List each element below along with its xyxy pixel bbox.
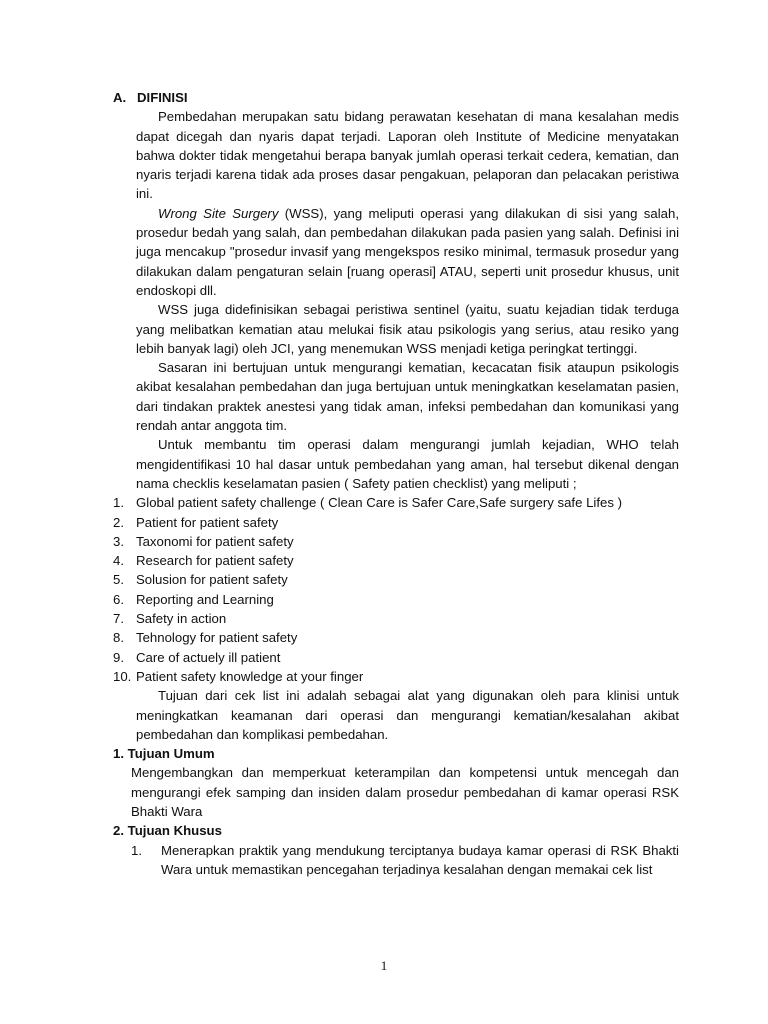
list-item-number: 6.: [113, 591, 124, 607]
section-heading: [113, 88, 679, 107]
list-item-text: Solusion for patient safety: [136, 572, 288, 588]
list-item: [131, 841, 679, 880]
list-item-number: 1.: [113, 495, 124, 511]
list-item: [113, 667, 679, 686]
page-content: [113, 88, 679, 879]
list-item: [113, 570, 679, 589]
list-item-text: Care of actuely ill patient: [136, 649, 281, 665]
list-item-text: Research for patient safety: [136, 553, 294, 569]
paragraph-4: Sasaran ini bertujuan untuk mengurangi kematian, kecacatan fisik ataupun psikologis akibat kesalahan pembedahan dan juga bertujuan untuk meningkatkan keselamatan pasien, dari tindakan praktek anestesi yang tidak aman, infeksi pembedahan dan komunikasi yang rendah antar anggota tim.: [136, 360, 679, 434]
tujuan-khusus-heading: 2. Tujuan Khusus: [113, 823, 222, 839]
list-item-text: Global patient safety challenge ( Clean Care is Safer Care,Safe surgery safe Lifes ): [136, 495, 622, 511]
list-item: [113, 551, 679, 570]
list-item: [113, 532, 679, 551]
list-item-number: 3.: [113, 533, 124, 549]
paragraph-2: [136, 204, 679, 300]
paragraph-6: Tujuan dari cek list ini adalah sebagai alat yang digunakan oleh para klinisi untuk meningkatkan keamanan dari operasi dan mengurangi kematian/kesalahan akibat pembedahan dan komplikasi pembedahan.: [136, 688, 679, 742]
list-item-number: 1.: [131, 842, 142, 858]
list-item: [113, 628, 679, 647]
section-letter: A.: [113, 90, 127, 105]
list-item-number: 2.: [113, 514, 124, 530]
list-item: [113, 513, 679, 532]
list-item-number: 9.: [113, 649, 124, 665]
paragraph-2-rest: (WSS), yang meliputi operasi yang dilakukan di sisi yang salah, prosedur bedah yang salah, dan pembedahan dilakukan pada pasien yang salah. Definisi ini juga mencakup "prosedur invasif yang mengekspos resiko minimal, termasuk prosedur yang dilakukan dalam pengaturan selain [ruang operasi] ATAU, seperti unit prosedur khusus, unit endoskopi dll.: [136, 205, 679, 298]
list-item-text: Patient safety knowledge at your finger: [136, 668, 364, 684]
checklist-purpose-block: [136, 686, 679, 744]
paragraph-1: Pembedahan merupakan satu bidang perawatan kesehatan di mana kesalahan medis dapat dicegah dan nyaris dapat terjadi. Laporan oleh Institute of Medicine menyatakan bahwa dokter tidak mengetahui berapa banyak jumlah operasi terkait cedera, kematian, dan nyaris terjadi karena tidak ada proses dasar pengakuan, pelaporan dan pelacakan peristiwa ini.: [136, 109, 679, 202]
list-item: [113, 609, 679, 628]
list-item-text: Safety in action: [136, 611, 227, 627]
list-item: [113, 590, 679, 609]
list-item-text: Patient for patient safety: [136, 514, 279, 530]
paragraph-5: Untuk membantu tim operasi dalam mengurangi jumlah kejadian, WHO telah mengidentifikasi 10 hal dasar untuk pembedahan yang aman, hal tersebut dikenal dengan nama checklis keselamatan pasien ( Safety patien checklist) yang meliputi ;: [136, 437, 679, 491]
tujuan-khusus-list: [131, 841, 679, 880]
wss-italic-term: Wrong Site Surgery: [158, 205, 279, 221]
tujuan-umum-heading: 1. Tujuan Umum: [113, 746, 215, 762]
list-item-text: Taxonomi for patient safety: [136, 533, 294, 549]
list-item-number: 10.: [113, 668, 132, 684]
section-title: DIFINISI: [137, 90, 188, 105]
list-item-number: 5.: [113, 572, 124, 588]
tujuan-umum-text: Mengembangkan dan memperkuat keterampilan dan kompetensi untuk mencegah dan mengurangi efek samping dan insiden dalam prosedur pembedahan di kamar operasi RSK Bhakti Wara: [131, 765, 679, 819]
paragraph-3: WSS juga didefinisikan sebagai peristiwa sentinel (yaitu, suatu kejadian tidak terduga yang melibatkan kematian atau melukai fisik atau psikologis yang serius, atau resiko yang lebih banyak lagi) oleh JCI, yang menemukan WSS menjadi ketiga peringkat tertinggi.: [136, 302, 679, 356]
list-item-number: 8.: [113, 630, 124, 646]
list-item-number: 4.: [113, 553, 124, 569]
list-item-text: Menerapkan praktik yang mendukung terciptanya budaya kamar operasi di RSK Bhakti Wara untuk memastikan pencegahan terjadinya kesalahan dengan memakai cek list: [161, 842, 679, 877]
page-number: 1: [380, 958, 388, 973]
list-item: [113, 493, 679, 512]
list-item-number: 7.: [113, 611, 124, 627]
list-item-text: Tehnology for patient safety: [136, 630, 298, 646]
list-item: [113, 648, 679, 667]
section-body: [136, 107, 679, 493]
list-item-text: Reporting and Learning: [136, 591, 274, 607]
safety-checklist: [113, 493, 679, 686]
